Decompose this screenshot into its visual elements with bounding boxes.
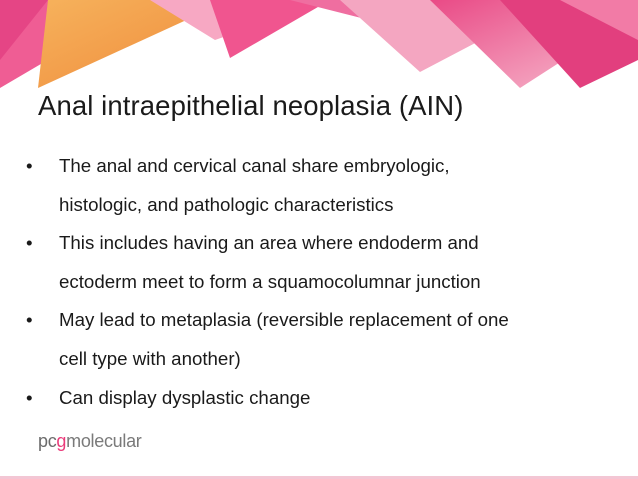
logo-accent-letter: g [56, 431, 67, 451]
bullet-item [26, 147, 616, 224]
bullet-line: Can display dysplastic change [59, 386, 311, 408]
banner-shape [210, 0, 330, 58]
bullet-line: ectoderm meet to form a squamocolumnar junction [59, 270, 481, 292]
bullet-marker: • [26, 386, 33, 408]
bullet-line: cell type with another) [59, 347, 241, 369]
bullet-line: histologic, and pathologic characteristics [59, 193, 394, 215]
decorative-banner [0, 0, 638, 92]
bullet-item [26, 379, 616, 418]
bullet-line: May lead to metaplasia (reversible replacement of one [59, 309, 509, 331]
bullet-item [26, 224, 616, 301]
bullet-marker: • [26, 155, 33, 176]
bullet-line: The anal and cervical canal share embryologic, [59, 155, 450, 176]
slide-title: Anal intraepithelial neoplasia (AIN) [38, 90, 464, 121]
company-logo [38, 431, 141, 452]
bullet-list [26, 147, 616, 417]
bullet-marker: • [26, 232, 33, 254]
bullet-item [26, 301, 616, 378]
logo-product-text: molecular [66, 431, 142, 451]
bullet-marker: • [26, 309, 33, 331]
logo-brand-text: pc [38, 431, 57, 451]
bullet-line: This includes having an area where endoderm and [59, 232, 479, 254]
